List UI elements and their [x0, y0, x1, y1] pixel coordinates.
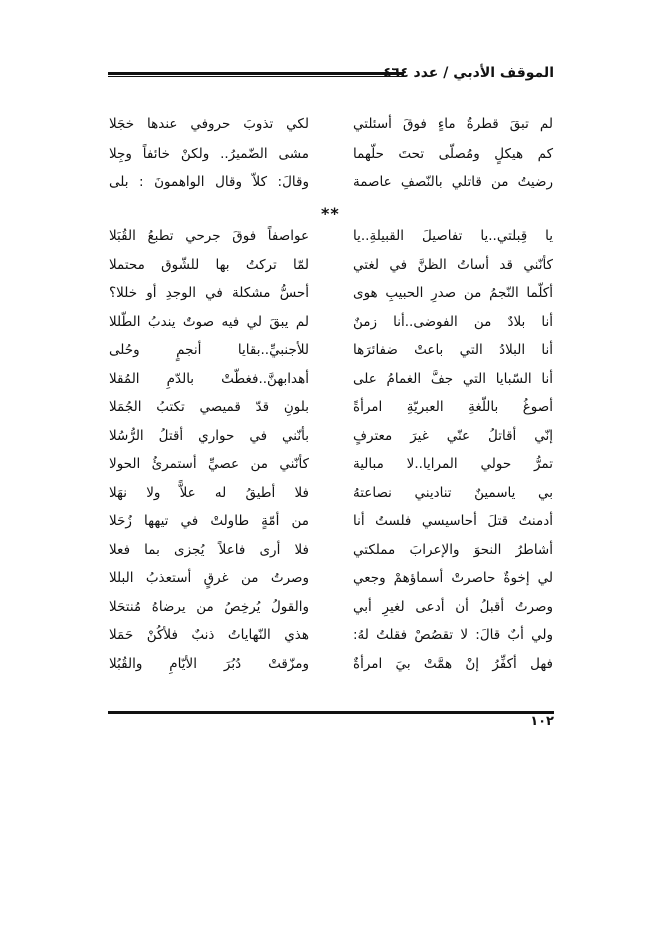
verse-second-hemistich: من أمّةٍ طاولتْ في تيهها زُحَلا [109, 513, 309, 529]
verse-first-hemistich: أدمنتُ قتلَ أحاسيسي فلستُ أنا [353, 513, 553, 529]
verse-second-hemistich: ومزّقتْ دُبُرَ الأيّامِ والقُبُلا [109, 655, 309, 672]
verse-first-hemistich: لي إخوةٌ حاصرتْ أسماؤهمْ وجعي [353, 570, 553, 586]
running-header [108, 62, 554, 84]
verse-first-hemistich: أنا بلادٌ من الفوضى..أنا زمنٌ [353, 313, 553, 330]
verse-second-hemistich: أهدابهنَّ..فغطّتْ بالدّمِ المُقلا [109, 370, 309, 387]
verse-first-hemistich: فهل أكفِّرُ إنْ همَّتْ بيَ امرأةٌ [353, 655, 553, 672]
verse-second-hemistich: بأنّني في حواري أقتلُ الرُّسُلا [109, 427, 309, 444]
verse-first-hemistich: إنّي أقاتلُ عنّي غيرَ معترفٍ [353, 427, 553, 444]
verse-second-hemistich: أحسُّ مشكلة في الوجدِ أو خللا؟ [109, 285, 309, 301]
verse-second-hemistich: لكي تذوبَ حروفي عندها خجَلا [109, 116, 309, 132]
verse-second-hemistich: فلا أطيقُ له علاًّ ولا نهَلا [109, 484, 309, 501]
verse-first-hemistich: رضيتُ من قاتلي بالنّصفِ عاصمة [353, 174, 553, 190]
verse-second-hemistich: وصرتُ من غرقٍ أستعذبُ البللا [109, 570, 309, 586]
verse-first-hemistich: أنا السّبايا التي جفَّ الغمامُ على [353, 370, 553, 387]
verse-first-hemistich: يا قِبلتي..يا تفاصيلَ القبيلةِ..يا [353, 228, 553, 244]
verse-second-hemistich: لم يبقَ لي فيه صوتٌ يندبُ الطّللا [109, 313, 309, 330]
verse-second-hemistich: لمّا تركتُ بها للشّوق محتملا [109, 256, 309, 273]
verse-second-hemistich: فلا أرى فاعلاً يُجزى بما فعلا [109, 541, 309, 558]
verse-first-hemistich: أكلّما النّجمُ من صدرِ الحبيبِ هوى [353, 285, 553, 301]
verse-first-hemistich: بي ياسمينٌ تناديني نصاعتهُ [353, 484, 553, 501]
verse-first-hemistich: تمرُّ حولي المرايا..لا مبالية [353, 456, 553, 472]
verse-second-hemistich: للأجنبيِّ..بقايا أنجمٍ وحُلى [109, 342, 309, 358]
verse-first-hemistich: كأنّني قد أساتُ الظنَّ في لغتي [353, 256, 553, 273]
verse-first-hemistich: أصوغُ باللّغةِ العبريّةِ امرأةً [353, 399, 553, 415]
verse-second-hemistich: بلونِ قدّ قميصي تكتبُ الجُمَلا [109, 399, 309, 415]
verse-second-hemistich: عواصفاً فوقَ جرحي تطبعُ القُبَلا [109, 228, 309, 244]
verse-second-hemistich: مشى الضّميرُ.. ولكنْ خائفاً وجِلا [109, 146, 309, 162]
header-rule [108, 72, 404, 77]
verse-second-hemistich: هذي النّهاياتُ ذنبٌ فلأكُنْ حَمَلا [109, 627, 309, 643]
verse-second-hemistich: والقولُ يُرخِصُ من يرضاهُ مُنتحَلا [109, 598, 309, 615]
verse-second-hemistich: كأنّني من عصيِّ أستمرئُ الحولا [109, 456, 309, 472]
verse-first-hemistich: كم هيكلٍ ومُصلّى تحتَ حلّهما [353, 146, 553, 162]
verse-second-hemistich: وقالَ: كلاّ وقال الواهمونَ : بلى [109, 174, 309, 190]
footer-rule [108, 711, 554, 714]
header-title: الموقف الأدبي / عدد ٤٦٤ [383, 65, 554, 81]
verse-first-hemistich: أشاطرُ النحوَ والإعرابَ مملكتي [353, 541, 553, 558]
verse-first-hemistich: لم تبقَ قطرةُ ماءٍ فوقَ أسئلتي [353, 116, 553, 132]
page-number: ١٠٢ [530, 714, 554, 729]
verse-first-hemistich: وصرتُ أقبلُ أن أدعى لغيرِ أبي [353, 598, 553, 615]
verse-first-hemistich: ولي أبٌ قالَ: لا تقصُصْ فقلتُ لهُ: [353, 627, 553, 643]
section-break: ** [321, 204, 340, 223]
verse-first-hemistich: أنا البلادُ التي باعتْ ضفائرَها [353, 342, 553, 358]
